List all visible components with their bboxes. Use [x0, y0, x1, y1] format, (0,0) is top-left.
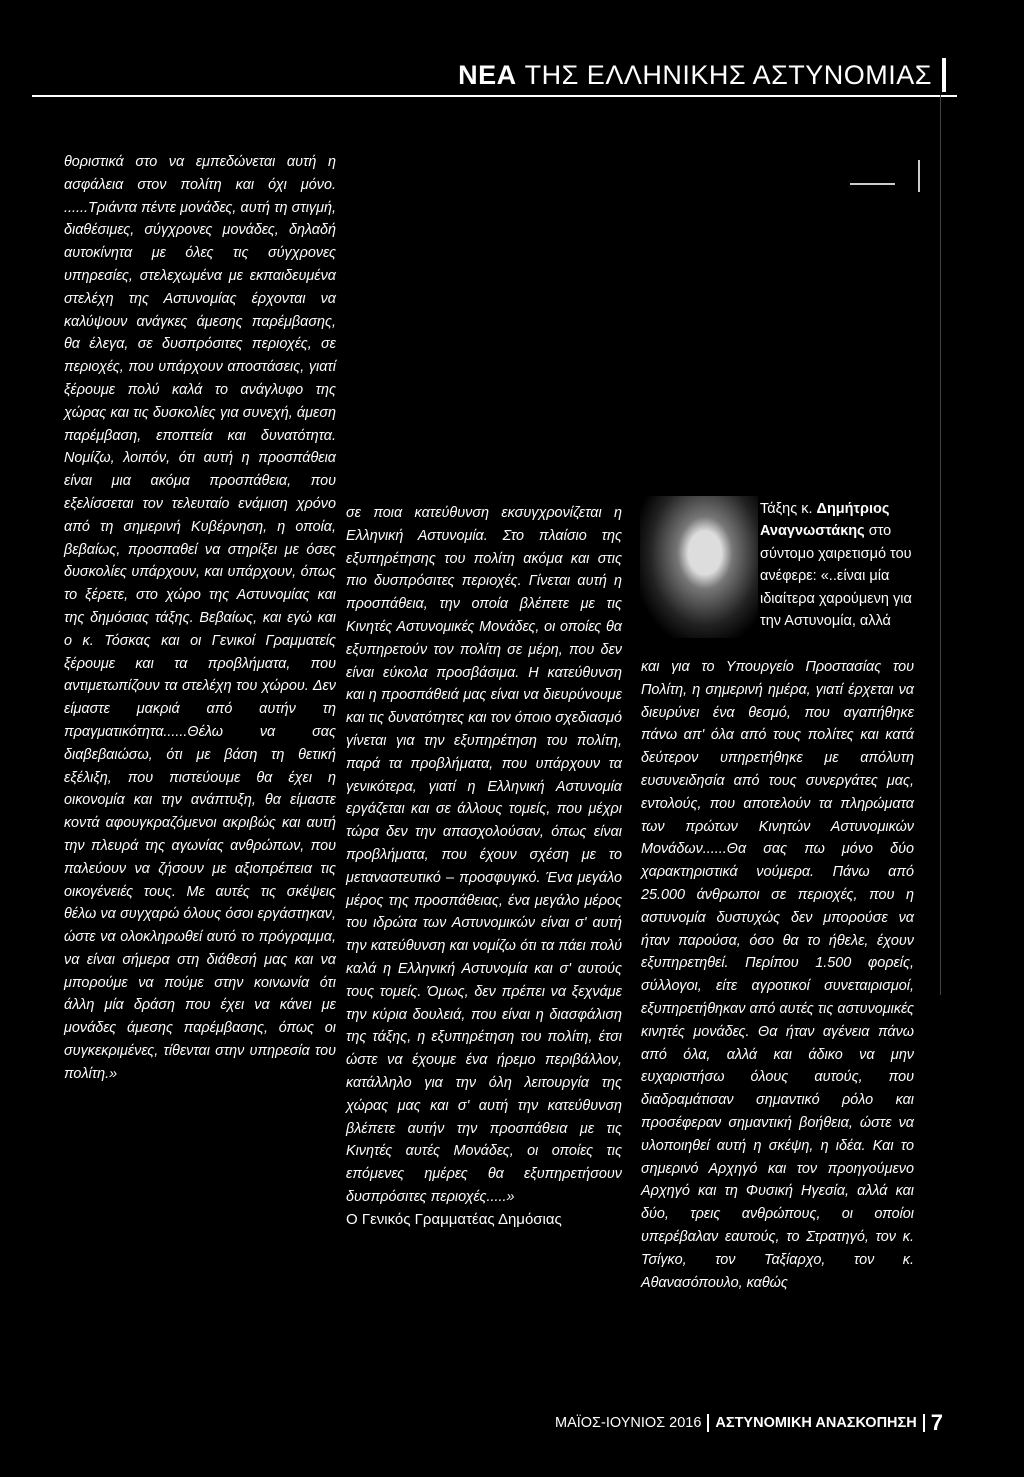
footer-separator — [707, 1414, 709, 1432]
column-2-text: σε ποια κατεύθυνση εκσυγχρονίζεται η Ελληνική Αστυνομία. Στο πλαίσιο της εξυπηρέτησης του πολίτη ακόμα και στις πιο δυσπρόσιτες περιοχές. Γίνεται αυτή η προσπάθεια, την οποία βλέπετε με τις Κινητές Αστυνομικές Μονάδες, οι οποίες θα εξυπηρετούν τον πολίτη σε μέρη, που δεν είναι εύκολα προσβάσιμα. Η κατεύθυνση και η προσπάθειά μας είναι να διευρύνουμε και τις δυνατότητες και τον όποιο σχεδιασμό γίνεται για την εξυπηρέτηση του πολίτη, παρά τα προβλήματα, που υπάρχουν τα γενικότερα, γιατί η Ελληνική Αστυνομία εργάζεται και σε άλλους τομείς, που μέχρι τώρα δεν την απασχολούσαν, όπως είναι προβλήματα, που έχουν σχέση με το μεταναστευτικό – προσφυγικό. Ένα μεγάλο μέρος της προσπάθειας, ένα μεγάλο μέρος του ιδρώτα των Αστυνομικών είναι σ' αυτή την κατεύθυνση και νομίζω ότι τα πάει πολύ καλά η Ελληνική Αστυνομία και σ' αυτούς τους τομείς. Όμως, δεν πρέπει να ξεχνάμε την κύρια δουλειά, που είναι η διασφάλιση της τάξης, η εξυπηρέτηση του πολίτη, έτσι ώστε να έχουμε ένα ήρεμο περιβάλλον, κατάλληλο για την όλη λειτουργία της χώρας μας και σ' αυτή την κατεύθυνση βλέπετε αυτήν την προσπάθεια με τις Κινητές αυτές Μονάδες, οι οποίες τις επόμενες ημέρες θα εξυπηρετήσουν δυσπρόσιτες περιοχές.....» — [346, 505, 623, 1205]
caption-prefix: Τάξης κ. — [760, 501, 813, 517]
footer-separator-2 — [923, 1414, 925, 1432]
caption-suffix: στο σύντομο χαιρετισμό του ανέφερε: «..είναι μία ιδιαίτερα χαρούμενη για την Αστυνομία, αλλά — [760, 523, 912, 630]
portrait-photo — [640, 496, 758, 638]
footer-magazine: ΑΣΤΥΝΟΜΙΚΗ ΑΝΑΣΚΟΠΗΣΗ — [715, 1415, 917, 1431]
article-column-1 — [64, 151, 336, 1086]
caption-name: Δημήτριος Αναγνωστάκης — [760, 501, 890, 540]
decorative-dash — [850, 183, 895, 185]
header-rule — [32, 95, 957, 97]
footer-date: ΜΑΪΟΣ-ΙΟΥΝΙΟΣ 2016 — [555, 1415, 702, 1431]
page-footer — [555, 1410, 943, 1436]
column-rule — [940, 95, 941, 995]
article-column-3 — [641, 656, 914, 1294]
page-header — [458, 58, 946, 92]
photo-caption — [760, 498, 920, 632]
header-title-rest: ΤΗΣ ΕΛΛΗΝΙΚΗΣ ΑΣΤΥΝΟΜΙΑΣ — [524, 59, 932, 90]
column-3-text: και για το Υπουργείο Προστασίας του Πολίτη, η σημερινή ημέρα, γιατί έρχεται να διευρύνει ένα θεσμό, που αγαπήθηκε πάνω απ' όλα από τους πολίτες και κατά δεύτερον υπηρετήθηκε με απόλυτη ευσυνειδησία από τους συνεργάτες μας, εντολούς, που αποτελούν τα πληρώματα των πρώτων Κινητών Αστυνομικών Μονάδων......Θα σας πω μόνο δύο χαρακτηριστικά νούμερα. Πάνω από 25.000 άνθρωποι σε περιοχές, που η αστυνομία δυστυχώς δεν μπορούσε να ήταν παρούσα, όσο θα το ήθελε, έχουν εξυπηρετηθεί. Περίπου 1.500 φορείς, σύλλογοι, είτε αγροτικοί συνεταιρισμοί, εξυπηρετήθηκαν από αυτές τις αστυνομικές κινητές μονάδες. Θα ήταν αγένεια πάνω από όλα, αλλά και άδικο να μην ευχαριστήσω όλους αυτούς, που διαδραμάτισαν σημαντικό ρόλο και προσέφεραν σημαντική βοήθεια, ώστε να υλοποιηθεί αυτή η σκέψη, η ιδέα. Και το σημερινό Αρχηγό και τον προηγούμενο Αρχηγό και τη Φυσική Ηγεσία, αλλά και δύο, τρεις ανθρώπους, οι οποίοι υπερέβαλαν εαυτούς, το Στρατηγό, τον κ. Τσίγκο, τον Ταξίαρχο, τον κ. Αθανασόπουλο, καθώς — [641, 659, 914, 1291]
header-title-bold: ΝΕΑ — [458, 59, 517, 90]
page-number: 7 — [930, 1410, 943, 1435]
decorative-tick — [918, 160, 920, 192]
header-bar — [942, 58, 946, 92]
column-1-text: θοριστικά στο να εμπεδώνεται αυτή η ασφάλεια στον πολίτη και όχι μόνο. ......Τριάντα πέντε μονάδες, αυτή τη στιγμή, διαθέσιμες, σύγχρονες μονάδες, δηλαδή αυτοκίνητα με όλες τις σύγχρονες υπηρεσίες, στελεχωμένα με εκπαιδευμένα στελέχη της Αστυνομίας έρχονται να καλύψουν ανάγκες άμεσης παρέμβασης, θα έλεγα, σε δυσπρόσιτες περιοχές, σε περιοχές, που υπάρχουν αποστάσεις, γιατί ξέρουμε πολύ καλά το ανάγλυφο της χώρας και τις δυσκολίες για συνεχή, άμεση παρέμβαση, εποπτεία και δυνατότητα. Νομίζω, λοιπόν, ότι αυτή η προσπάθεια είναι μια ακόμα προσπάθεια, που εξελίσσεται τον τελευταίο ενάμιση χρόνο από τη σημερινή Κυβέρνηση, η οποία, βεβαίως, προσπαθεί να στηρίξει με όσες δυσκολίες υπάρχουν, και υπάρχουν, όπως το ξέρετε, στο χώρο της Αστυνομίας και της δημόσιας τάξης. Βεβαίως, και εγώ και ο κ. Τόσκας και οι Γενικοί Γραμματείς ξέρουμε και τα προβλήματα, που αντιμετωπίζουν τα στελέχη του χώρου. Δεν είμαστε μακριά από αυτήν τη πραγματικότητα......Θέλω να σας διαβεβαιώσω, ότι με βάση τη θετική εξέλιξη, που πιστεύουμε θα έχει η οικονομία και την ανάπτυξη, θα είμαστε κοντά αφουγκραζόμενοι ακριβώς και αυτή την πλευρά της αγωνίας ανθρώπων, που παλεύουν να ζήσουν με αξιοπρέπεια τις οικογένειές τους. Με αυτές τις σκέψεις θέλω να συγχαρώ όλους όσοι εργάστηκαν, ώστε να ολοκληρωθεί αυτό το πρόγραμμα, να είναι σήμερα στη διάθεσή μας και να μπορούμε να πούμε στην κοινωνία ότι άλλη μία δράση που έχει να κάνει με μονάδες άμεσης παρέμβασης, όπως οι συγκεκριμένες, τίθενται στην υπηρεσία του πολίτη.» — [64, 154, 336, 1082]
article-column-2 — [346, 502, 622, 1232]
column-2-signoff: Ο Γενικός Γραμματέας Δημόσιας — [346, 1210, 562, 1228]
